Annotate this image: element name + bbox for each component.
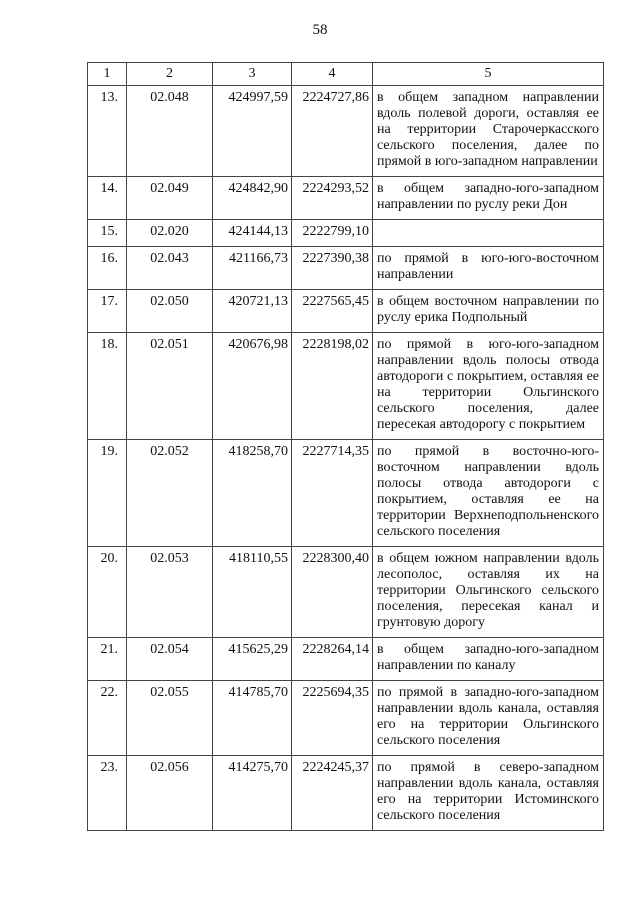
row-number-cell: 19. <box>88 440 127 547</box>
row-number-cell: 21. <box>88 638 127 681</box>
point-code-cell: 02.043 <box>127 247 213 290</box>
description-cell: по прямой в северо-западном направлении вдоль канала, оставляя его на территории Истоминского сельского поселения <box>373 756 604 831</box>
y-coordinate-cell: 2224727,86 <box>292 86 373 177</box>
boundary-table <box>87 62 604 831</box>
header-cell: 1 <box>88 63 127 86</box>
point-code-cell: 02.048 <box>127 86 213 177</box>
description-cell <box>373 220 604 247</box>
table-row <box>88 290 604 333</box>
table-row <box>88 220 604 247</box>
page-number: 58 <box>312 22 328 38</box>
row-number-cell: 14. <box>88 177 127 220</box>
x-coordinate-cell: 424997,59 <box>213 86 292 177</box>
row-number-cell: 22. <box>88 681 127 756</box>
point-code-cell: 02.054 <box>127 638 213 681</box>
table-row <box>88 547 604 638</box>
y-coordinate-cell: 2227714,35 <box>292 440 373 547</box>
header-cell: 2 <box>127 63 213 86</box>
point-code-cell: 02.056 <box>127 756 213 831</box>
x-coordinate-cell: 414785,70 <box>213 681 292 756</box>
description-cell: по прямой в восточно-юго-восточном направлении вдоль полосы отвода автодороги с покрытием, оставляя ее на территории Верхнеподпольненского сельского поселения <box>373 440 604 547</box>
description-cell: по прямой в юго-юго-западном направлении вдоль полосы отвода автодороги с покрытием, оставляя ее на территории Ольгинского сельского поселения, далее пересекая автодорогу с покрытием <box>373 333 604 440</box>
row-number-cell: 18. <box>88 333 127 440</box>
header-cell: 3 <box>213 63 292 86</box>
table-row <box>88 86 604 177</box>
table-header-row <box>88 63 604 86</box>
description-cell: по прямой в юго-юго-восточном направлении <box>373 247 604 290</box>
y-coordinate-cell: 2227390,38 <box>292 247 373 290</box>
description-cell: в общем западно-юго-западном направлении по руслу реки Дон <box>373 177 604 220</box>
y-coordinate-cell: 2225694,35 <box>292 681 373 756</box>
point-code-cell: 02.020 <box>127 220 213 247</box>
x-coordinate-cell: 424144,13 <box>213 220 292 247</box>
header-cell: 5 <box>373 63 604 86</box>
table-row <box>88 681 604 756</box>
row-number-cell: 17. <box>88 290 127 333</box>
x-coordinate-cell: 420676,98 <box>213 333 292 440</box>
row-number-cell: 13. <box>88 86 127 177</box>
y-coordinate-cell: 2228198,02 <box>292 333 373 440</box>
x-coordinate-cell: 415625,29 <box>213 638 292 681</box>
y-coordinate-cell: 2228300,40 <box>292 547 373 638</box>
y-coordinate-cell: 2227565,45 <box>292 290 373 333</box>
point-code-cell: 02.053 <box>127 547 213 638</box>
y-coordinate-cell: 2222799,10 <box>292 220 373 247</box>
table-row <box>88 440 604 547</box>
row-number-cell: 23. <box>88 756 127 831</box>
y-coordinate-cell: 2224245,37 <box>292 756 373 831</box>
x-coordinate-cell: 418258,70 <box>213 440 292 547</box>
table-row <box>88 756 604 831</box>
point-code-cell: 02.049 <box>127 177 213 220</box>
y-coordinate-cell: 2224293,52 <box>292 177 373 220</box>
description-cell: в общем западно-юго-западном направлении по каналу <box>373 638 604 681</box>
y-coordinate-cell: 2228264,14 <box>292 638 373 681</box>
description-cell: по прямой в западно-юго-западном направлении вдоль канала, оставляя его на территории Ольгинского сельского поселения <box>373 681 604 756</box>
description-cell: в общем западном направлении вдоль полевой дороги, оставляя ее на территории Старочеркасского сельского поселения, далее по прямой в юго-западном направлении <box>373 86 604 177</box>
point-code-cell: 02.050 <box>127 290 213 333</box>
table-row <box>88 638 604 681</box>
point-code-cell: 02.055 <box>127 681 213 756</box>
point-code-cell: 02.052 <box>127 440 213 547</box>
x-coordinate-cell: 418110,55 <box>213 547 292 638</box>
description-cell: в общем южном направлении вдоль лесополос, оставляя их на территории Ольгинского сельского поселения, пересекая канал и грунтовую дорогу <box>373 547 604 638</box>
table-row <box>88 333 604 440</box>
header-cell: 4 <box>292 63 373 86</box>
row-number-cell: 20. <box>88 547 127 638</box>
x-coordinate-cell: 414275,70 <box>213 756 292 831</box>
table-row <box>88 247 604 290</box>
table-row <box>88 177 604 220</box>
point-code-cell: 02.051 <box>127 333 213 440</box>
x-coordinate-cell: 420721,13 <box>213 290 292 333</box>
row-number-cell: 16. <box>88 247 127 290</box>
description-cell: в общем восточном направлении по руслу ерика Подпольный <box>373 290 604 333</box>
x-coordinate-cell: 421166,73 <box>213 247 292 290</box>
x-coordinate-cell: 424842,90 <box>213 177 292 220</box>
row-number-cell: 15. <box>88 220 127 247</box>
